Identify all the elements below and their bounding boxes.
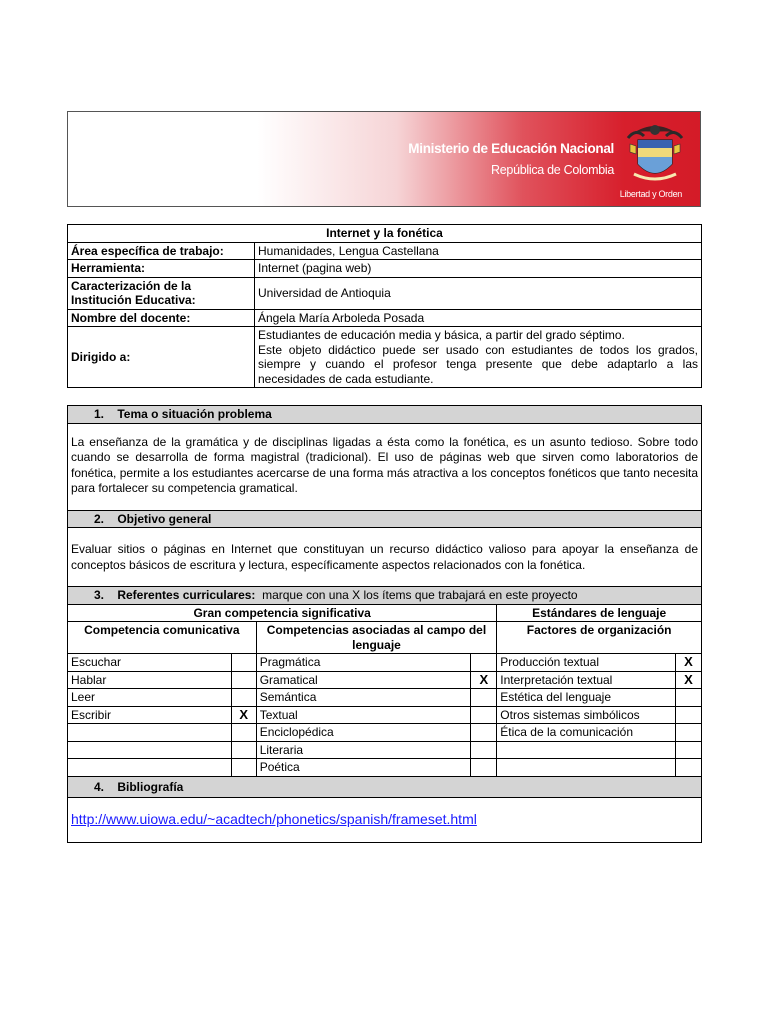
table-row: Enciclopédica Ética de la comunicación [68,724,702,742]
dirigido-value: Estudiantes de educación media y básica, a partir del grado séptimo. Este objeto didáctico puede ser usado con estudiantes de todos los grados, siempre y cuando el profesor tenga presente que debe adaptarlo a las necesidades de cada estudiante. [255,327,702,388]
section-2-heading: 2. Objetivo general [68,510,702,528]
table-row: Caracterización de la Institución Educativa: Universidad de Antioquia [68,277,702,309]
section-2-body: Evaluar sitios o páginas en Internet que constituyan un recurso didáctico valioso para apoyar la enseñanza de conceptos básicos de escritura y lectura, específicamente aspectos relacionados con la fonética. [68,528,702,587]
section-3-heading: 3. Referentes curriculares: marque con una X los ítems que trabajará en este proyecto [68,587,702,605]
table-row: Hablar Gramatical X Interpretación textual X [68,671,702,689]
document-title: Internet y la fonética [68,225,702,243]
section-1-body: La enseñanza de la gramática y de disciplinas ligadas a ésta como la fonética, es un asunto tedioso. Sobre todo cuando se desarrolla de forma magistral (tradicional). El uso de páginas web que sirven como laboratorios de fonética, permite a los estudiantes acercarse de una forma más atractiva a los conceptos fonéticos que tanto necesita para fortalecer su competencia gramatical. [68,423,702,510]
table-row: Literaria [68,741,702,759]
table-row: Dirigido a: Estudiantes de educación media y básica, a partir del grado séptimo. Este objeto didáctico puede ser usado con estudiantes de todos los grados, siempre y cuando el profesor tenga presente que debe adaptarlo a las necesidades de cada estudiante. [68,327,702,388]
table-row: Nombre del docente: Ángela María Arboleda Posada [68,309,702,327]
bibliography-link[interactable]: http://www.uiowa.edu/~acadtech/phonetics/spanish/frameset.html [71,811,477,828]
section-1-heading: 1. Tema o situación problema [68,406,702,424]
table-row: Área específica de trabajo: Humanidades, Lengua Castellana [68,242,702,260]
motto-label: Libertad y Orden [619,189,682,199]
ministry-banner [67,111,701,207]
table-row: Leer Semántica Estética del lenguaje [68,689,702,707]
ministry-title: Ministerio de Educación Nacional [408,141,614,156]
coat-of-arms-icon [624,120,686,186]
group-heading-estandares: Estándares de lenguaje [497,604,702,622]
bibliography-cell [68,798,702,843]
column-header-comunicativa: Competencia comunicativa [68,622,257,654]
table-row: Escribir X Textual Otros sistemas simbólicos [68,706,702,724]
column-header-campo-lenguaje: Competencias asociadas al campo del lenguaje [256,622,497,654]
table-row: Poética [68,759,702,777]
info-table [67,224,702,388]
section-4-heading: 4. Bibliografía [68,776,702,798]
group-heading-competencia: Gran competencia significativa [68,604,497,622]
republic-subtitle: República de Colombia [491,163,614,177]
table-row: Escuchar Pragmática Producción textual X [68,654,702,672]
table-row: Herramienta: Internet (pagina web) [68,260,702,278]
curriculum-table [67,405,702,843]
column-header-factores: Factores de organización [497,622,702,654]
